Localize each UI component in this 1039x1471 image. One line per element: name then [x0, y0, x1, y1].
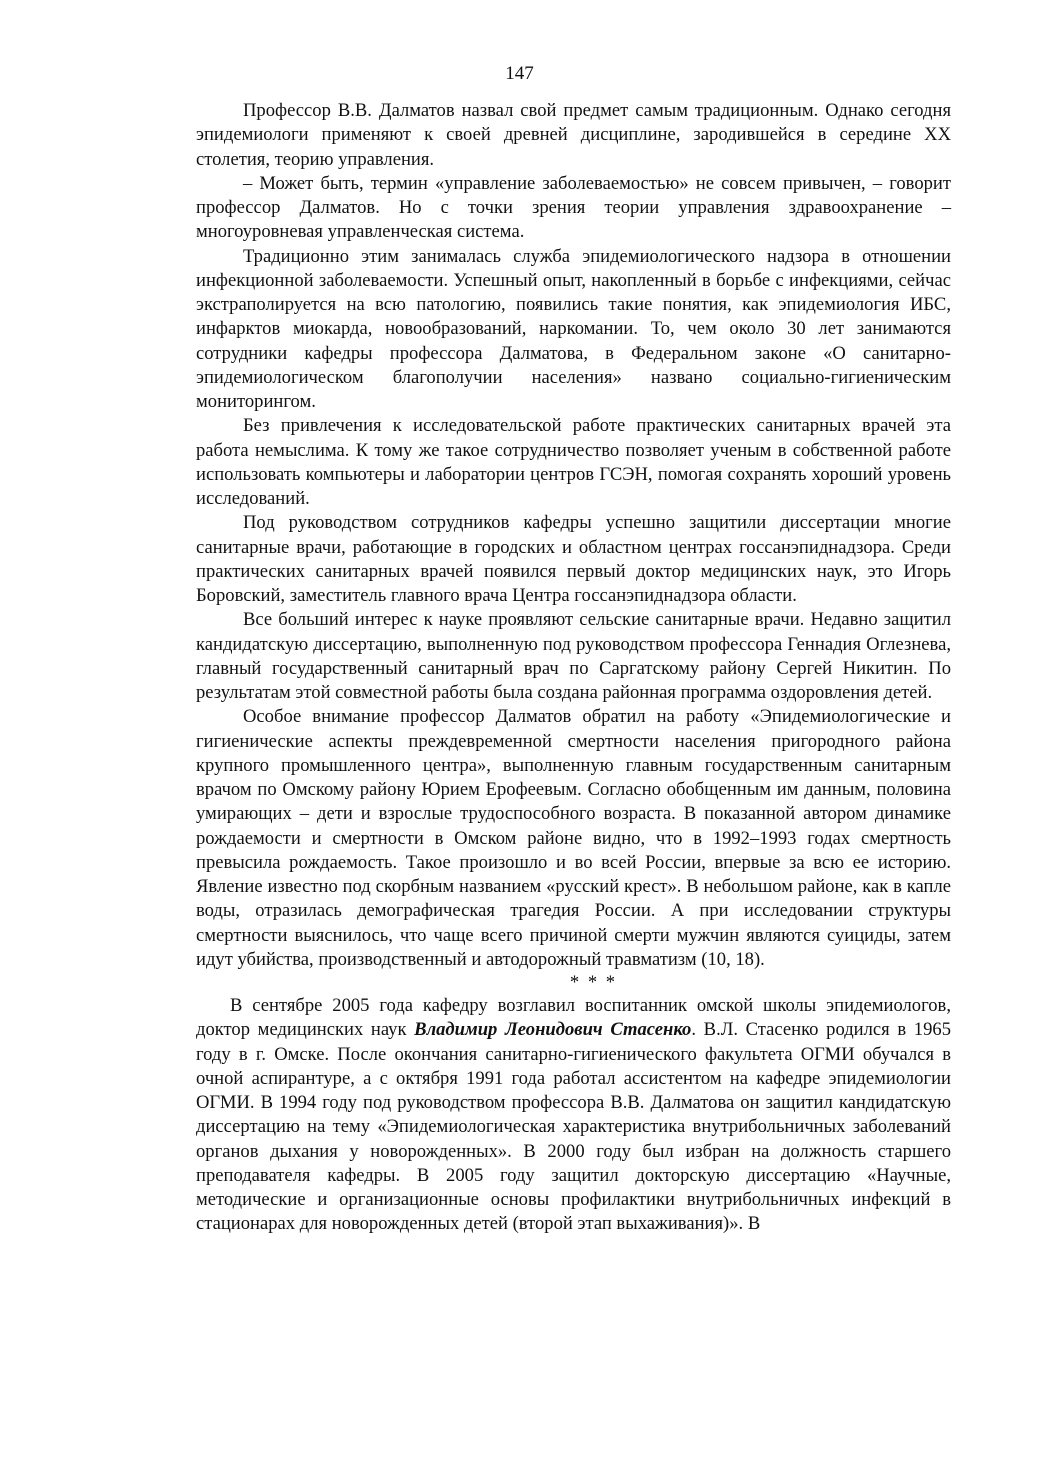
paragraph-5: Под руководством сотрудников кафедры успешно защитили диссертации многие санитарные врачи, работающие в городских и областном центрах госсанэпиднадзора. Среди практических санитарных врачей появился первый доктор медицинских наук, это Игорь Боровский, заместитель главного врача Центра госсанэпиднадзора области. [196, 512, 951, 606]
section-separator: * * * [569, 972, 618, 993]
paragraph-8-rest: . В.Л. Стасенко родился в 1965 году в г. Омске. После окончания санитарно-гигиенического факультета ОГМИ обучался в очной аспирантуре, а с октября 1991 года работал ассистентом на кафедре эпидемиологии ОГМИ. В 1994 году под руководством профессора В.В. Далматова он защитил кандидатскую диссертацию на тему «Эпидемиологическая характеристика внутрибольничных заболеваний органов дыхания у новорожденных». В 2000 году был избран на должность старшего преподавателя кафедры. В 2005 году защитил докторскую диссертацию «Научные, методические и организационные основы профилактики внутрибольничных инфекций в стационарах для новорожденных детей (второй этап выхаживания)». В [196, 1019, 951, 1235]
page-number: 147 [505, 63, 534, 84]
paragraph-8-intro: В сентябре 2005 года кафедру возглавил воспитанник омской школы эпидемиологов, доктор медицинских наук [196, 995, 951, 1041]
paragraph-1: Профессор В.В. Далматов назвал свой предмет самым традиционным. Однако сегодня эпидемиологи применяют к своей древней дисциплине, зародившейся в середине XX столетия, теорию управления. [196, 100, 951, 170]
person-name: Владимир Леонидович Стасенко [414, 1019, 692, 1041]
body-text [196, 99, 951, 1237]
paragraph-8 [196, 994, 951, 1237]
paragraph-4: Без привлечения к исследовательской работе практических санитарных врачей эта работа немыслима. К тому же такое сотрудничество позволяет ученым в собственной работе использовать компьютеры и лаборатории центров ГСЭН, помогая сохранять хороший уровень исследований. [196, 415, 951, 509]
paragraph-6: Все больший интерес к науке проявляют сельские санитарные врачи. Недавно защитил кандидатскую диссертацию, выполненную под руководством профессора Геннадия Оглезнева, главный государственный санитарный врач по Саргатскому району Сергей Никитин. По результатам этой совместной работы была создана районная программа оздоровления детей. [196, 609, 951, 703]
paragraph-3: Традиционно этим занималась служба эпидемиологического надзора в отношении инфекционной заболеваемости. Успешный опыт, накопленный в борьбе с инфекциями, сейчас экстраполируется на всю патологию, появились такие понятия, как эпидемиология ИБС, инфарктов миокарда, новообразований, наркомании. То, чем около 30 лет занимаются сотрудники кафедры профессора Далматова, в Федеральном законе «О санитарно-эпидемиологическом благополучии населения» названо социально-гигиеническим мониторингом. [196, 245, 951, 412]
paragraph-2: – Может быть, термин «управление заболеваемостью» не совсем привычен, – говорит профессор Далматов. Но с точки зрения теории управления здравоохранение – многоуровневая управленческая система. [196, 172, 951, 243]
paragraph-7: Особое внимание профессор Далматов обратил на работу «Эпидемиологические и гигиенические аспекты преждевременной смертности населения пригородного района крупного промышленного центра», выполненную главным государственным санитарным врачом по Омскому району Юрием Ерофеевым. Согласно обобщенным им данным, половина умирающих – дети и взрослые трудоспособного возраста. В показанной автором динамике рождаемости и смертности в Омском районе видно, что в 1992–1993 годах смертность превысила рождаемость. Такое произошло и во всей России, впервые за всю ее историю. Явление известно под скорбным названием «русский крест». В небольшом районе, как в капле воды, отразилась демографическая трагедия России. А при исследовании структуры смертности выяснилось, что чаще всего причиной смерти мужчин являются суициды, затем идут убийства, производственный и автодорожный травматизм (10, 18). [196, 706, 951, 970]
